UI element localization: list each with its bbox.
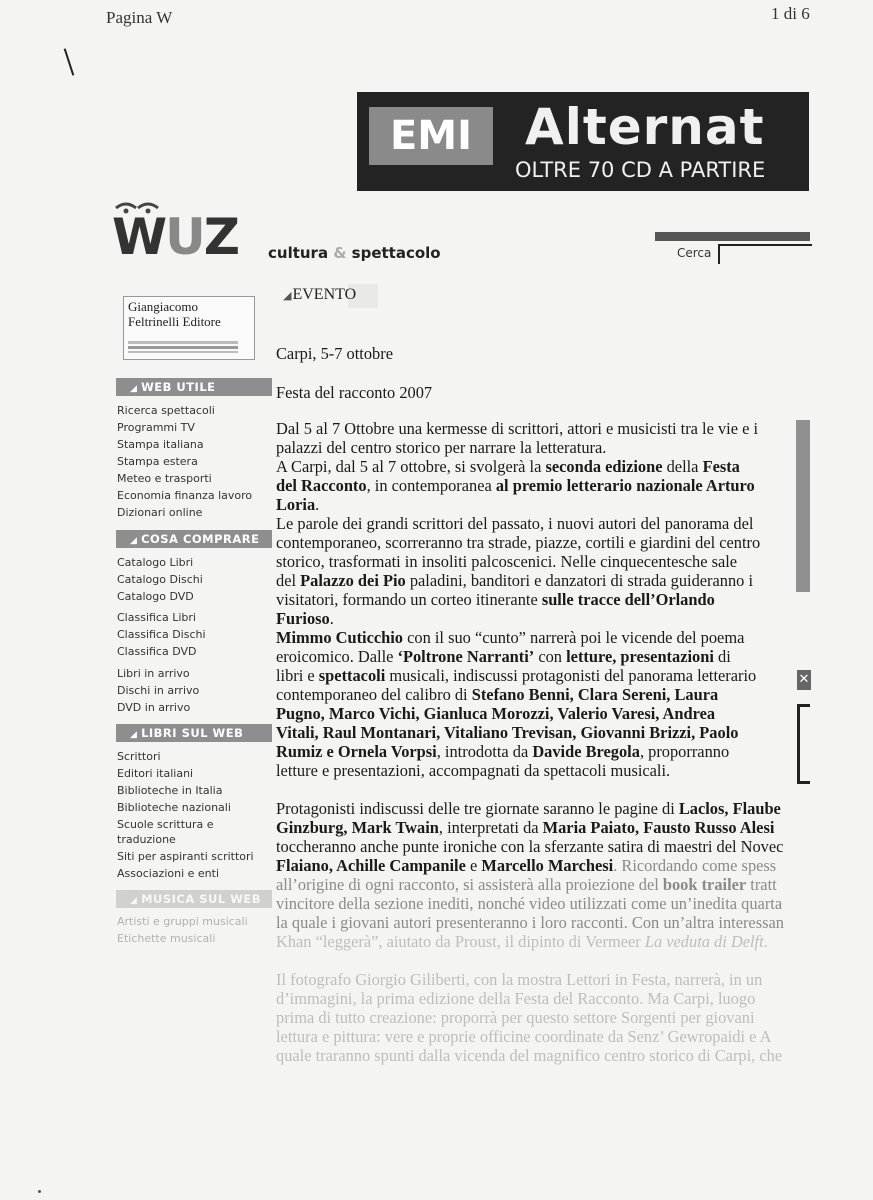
sidebar-link[interactable]: Programmi TV <box>117 421 195 434</box>
article-line: Mimmo Cuticchio con il suo “cunto” narrerà poi le vicende del poema <box>276 628 745 647</box>
sidebar-link[interactable]: Artisti e gruppi musicali <box>117 915 248 928</box>
page-header-left: Pagina W <box>106 8 173 27</box>
article-line: Rumiz e Ornela Vorpsi, introdotta da Davide Bregola, proporranno <box>276 742 730 761</box>
article-line: storico, trasformati in insoliti palcoscenici. Nelle cinquecentesche sale <box>276 552 738 571</box>
banner-title: Alternat <box>525 98 765 156</box>
article-line: d’immagini, la prima edizione della Festa del Racconto. Ma Carpi, luogo <box>276 989 756 1008</box>
article-line: del Palazzo dei Pio paladini, banditori e danzatori di strada guideranno i <box>276 571 754 590</box>
feltrinelli-stripes <box>128 341 238 353</box>
sidebar-link[interactable]: Scrittori <box>117 750 161 763</box>
logo-wordmark: WUZ <box>112 208 239 266</box>
banner-subtitle: OLTRE 70 CD A PARTIRE <box>515 158 766 182</box>
article-line: contemporaneo del calibro di Stefano Benni, Clara Sereni, Laura <box>276 685 719 704</box>
article-line: toccheranno anche punte ironiche con la sferzante satira di maestri del Novec <box>276 837 784 856</box>
article-line: visitatori, formando un corteo itinerante sulle tracce dell’Orlando <box>276 590 715 609</box>
article-line: Protagonisti indiscussi delle tre giornate saranno le pagine di Laclos, Flaube <box>276 799 781 818</box>
search-bar-decoration <box>655 232 810 241</box>
article-line: contemporaneo, scorreranno tra strade, piazze, cortili e giardini del centro <box>276 533 761 552</box>
sidebar-link[interactable]: Scuole scrittura e <box>117 818 214 831</box>
article-line: Furioso. <box>276 609 334 628</box>
sidebar-link[interactable]: Libri in arrivo <box>117 667 190 680</box>
sidebar-link[interactable]: Meteo e trasporti <box>117 472 212 485</box>
side-ad-bracket <box>797 704 810 784</box>
site-tagline: cultura & spettacolo <box>268 244 441 262</box>
sidebar-link[interactable]: Classifica Libri <box>117 611 196 624</box>
sidebar-link[interactable]: Associazioni e enti <box>117 867 220 880</box>
sidebar-link[interactable]: Classifica Dischi <box>117 628 206 641</box>
search-label: Cerca <box>677 246 712 260</box>
sidebar-header-libri-sul-web: ◢ LIBRI SUL WEB <box>116 724 272 742</box>
sidebar-link[interactable]: Stampa estera <box>117 455 198 468</box>
article-line: A Carpi, dal 5 al 7 ottobre, si svolgerà la seconda edizione della Festa <box>276 457 740 476</box>
article-line: vincitore della sezione inediti, nonché video utilizzati come un’inedita quarta <box>276 894 783 913</box>
sidebar-header-web-utile: ◢ WEB UTILE <box>116 378 272 396</box>
sidebar-link[interactable]: Catalogo Dischi <box>117 573 203 586</box>
article-line: prima di tutto creazione: proporrà per questo settore Sorgenti per giovani <box>276 1008 755 1027</box>
sidebar-link[interactable]: Catalogo Libri <box>117 556 194 569</box>
article-line: palazzi del centro storico per narrare la letteratura. <box>276 438 607 457</box>
article-line: Le parole dei grandi scrittori del passato, i nuovi autori del panorama del <box>276 514 754 533</box>
article-line: lettura e pittura: vere e proprie officine coordinate da Senz’ Gewropaidi e A <box>276 1027 772 1046</box>
sidebar-link[interactable]: Economia finanza lavoro <box>117 489 253 502</box>
article-line: Il fotografo Giorgio Giliberti, con la mostra Lettori in Festa, narrerà, in un <box>276 970 763 989</box>
scan-mark <box>64 48 75 75</box>
sidebar-link[interactable]: Classifica DVD <box>117 645 197 658</box>
sidebar-link[interactable]: Siti per aspiranti scrittori <box>117 850 254 863</box>
article-line: libri e spettacoli musicali, indiscussi protagonisti del panorama letterario <box>276 666 757 685</box>
article-line: Ginzburg, Mark Twain, interpretati da Maria Paiato, Fausto Russo Alesi <box>276 818 775 837</box>
feltrinelli-name: Giangiacomo Feltrinelli Editore <box>128 299 221 329</box>
article-line: all’origine di ogni racconto, si assisterà alla proiezione del book trailer tratt <box>276 875 777 894</box>
sidebar-link[interactable]: Etichette musicali <box>117 932 216 945</box>
banner-emi-logo: EMI <box>369 107 493 165</box>
sidebar-link[interactable]: Biblioteche nazionali <box>117 801 231 814</box>
sidebar-link[interactable]: Ricerca spettacoli <box>117 404 215 417</box>
sidebar-link[interactable]: DVD in arrivo <box>117 701 191 714</box>
sidebar-link[interactable]: Editori italiani <box>117 767 194 780</box>
article-line: Vitali, Raul Montanari, Vitaliano Trevisan, Giovanni Brizzi, Paolo <box>276 723 739 742</box>
sidebar-link[interactable]: Biblioteche in Italia <box>117 784 223 797</box>
article-location-date: Carpi, 5-7 ottobre <box>276 344 393 363</box>
sidebar-link[interactable]: Catalogo DVD <box>117 590 194 603</box>
article-line: Khan “leggerà”, aiutato da Proust, il dipinto di Vermeer La veduta di Delft. <box>276 932 768 951</box>
article-line: del Racconto, in contemporanea al premio letterario nazionale Arturo <box>276 476 755 495</box>
article-line: Loria. <box>276 495 320 514</box>
search-input[interactable] <box>718 244 812 264</box>
article-line: quale traranno spunti dalla vicenda del magnifico centro storico di Carpi, che <box>276 1046 783 1065</box>
article-title: Festa del racconto 2007 <box>276 383 433 402</box>
side-ad-bar[interactable] <box>796 420 810 592</box>
article-line: letture e presentazioni, accompagnati da spettacoli musicali. <box>276 761 671 780</box>
sidebar-header-cosa-comprare: ◢ COSA COMPRARE <box>116 530 272 548</box>
page-count: 1 di 6 <box>771 4 810 23</box>
scan-dot <box>38 1190 41 1193</box>
article-line: Flaiano, Achille Campanile e Marcello Marchesi. Ricordando come spess <box>276 856 777 875</box>
sidebar-link[interactable]: Dischi in arrivo <box>117 684 200 697</box>
article-line: Pugno, Marco Vichi, Gianluca Morozzi, Valerio Varesi, Andrea <box>276 704 716 723</box>
article-line: Dal 5 al 7 Ottobre una kermesse di scrittori, attori e musicisti tra le vie e i <box>276 419 759 438</box>
sidebar-link[interactable]: traduzione <box>117 833 176 846</box>
close-icon[interactable]: ✕ <box>797 670 811 690</box>
sidebar-link[interactable]: Dizionari online <box>117 506 203 519</box>
banner-ad[interactable] <box>357 92 809 191</box>
article-line: eroicomico. Dalle ‘Poltrone Narranti’ con letture, presentazioni di <box>276 647 731 666</box>
article-line: la quale i giovani autori presenteranno i loro racconti. Con un’altra interessan <box>276 913 784 932</box>
section-label: ◢ EVENTO <box>283 286 356 304</box>
site-logo[interactable] <box>112 200 262 266</box>
sidebar-link[interactable]: Stampa italiana <box>117 438 204 451</box>
feltrinelli-logo[interactable] <box>123 296 255 360</box>
sidebar-header-musica-sul-web: ◢ MUSICA SUL WEB <box>116 890 272 908</box>
